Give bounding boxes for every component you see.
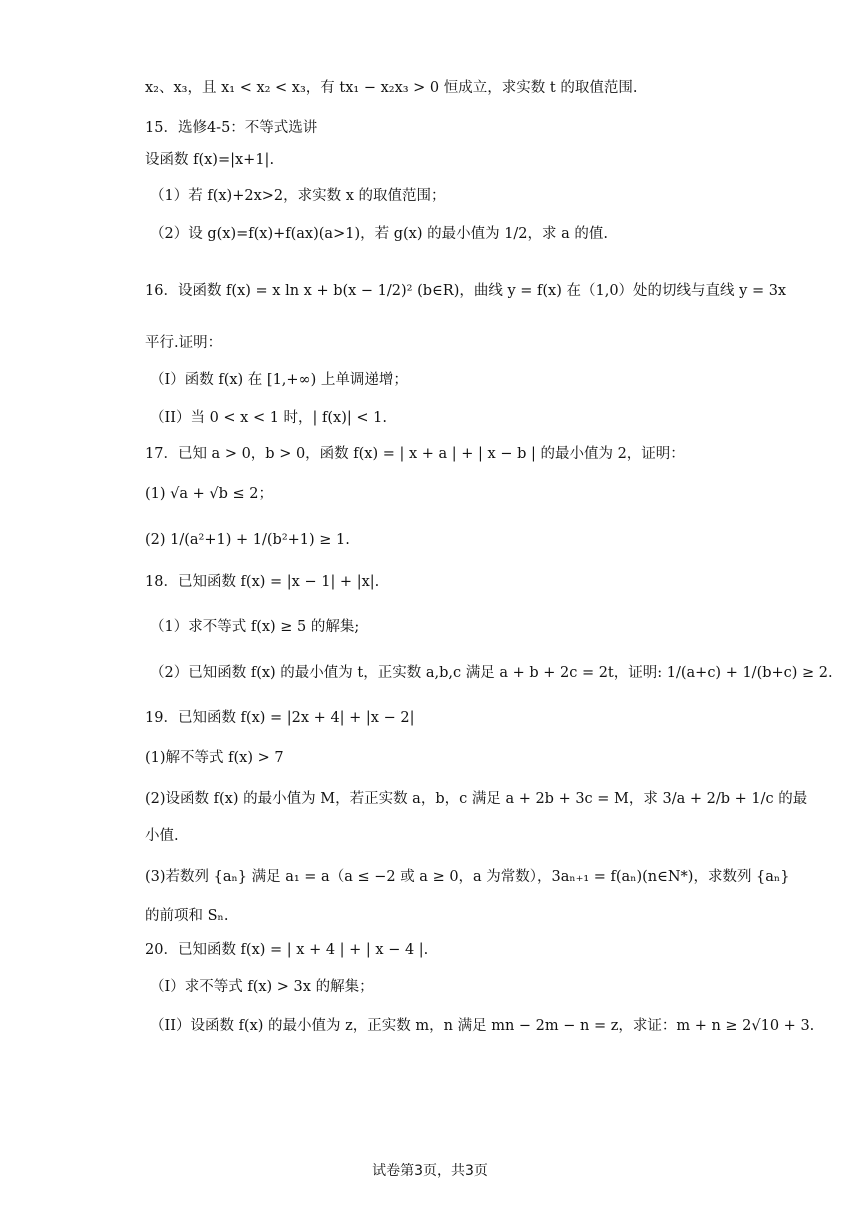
text-line-17: (1)解不等式 f(x) > 7 — [145, 750, 284, 766]
text-line-15: （2）已知函数 f(x) 的最小值为 t，正实数 a,b,c 满足 a + b + 2c = 2t，证明: 1/(a+c) + 1/(b+c) ≥ 2. — [150, 665, 833, 681]
text-line-1: x₂、x₃，且 x₁ < x₂ < x₃，有 tx₁ − x₂x₃ > 0 恒成立，求实数 t 的取值范围. — [145, 80, 638, 96]
text-line-23: （I）求不等式 f(x) > 3x 的解集； — [150, 979, 374, 995]
problem-20-title: 20．已知函数 f(x) = | x + 4 | + | x − 4 |. — [145, 942, 429, 958]
text-line-14: （1）求不等式 f(x) ≥ 5 的解集; — [150, 619, 360, 635]
text-line-5: （2）设 g(x)=f(x)+f(ax)(a>1)，若 g(x) 的最小值为 1/2，求 a 的值. — [150, 226, 609, 242]
text-line-19: 小值. — [145, 828, 179, 844]
page-footer: 试卷第3页，共3页 — [372, 1163, 488, 1179]
text-line-11: (1) √a + √b ≤ 2； — [145, 486, 274, 502]
text-line-7: 平行.证明： — [145, 335, 223, 351]
text-line-4: （1）若 f(x)+2x>2，求实数 x 的取值范围； — [150, 188, 446, 204]
text-line-12: (2) 1/(a²+1) + 1/(b²+1) ≥ 1. — [145, 532, 350, 548]
problem-17-title: 17．已知 a > 0，b > 0，函数 f(x) = | x + a | + | x − b | 的最小值为 2，证明： — [145, 446, 685, 462]
text-line-18: (2)设函数 f(x) 的最小值为 M，若正实数 a，b，c 满足 a + 2b + 3c = M，求 3/a + 2/b + 1/c 的最 — [145, 791, 808, 807]
problem-19-title: 19．已知函数 f(x) = |2x + 4| + |x − 2| — [145, 710, 415, 726]
problem-15-title: 15．选修4-5：不等式选讲 — [145, 120, 318, 136]
text-line-20: (3)若数列 {aₙ} 满足 a₁ = a（a ≤ −2 或 a ≥ 0，a 为常数），3aₙ₊₁ = f(aₙ)(n∈N*)，求数列 {aₙ} — [145, 869, 790, 885]
problem-16-title: 16．设函数 f(x) = x ln x + b(x − 1/2)² (b∈R)，曲线 y = f(x) 在（1,0）处的切线与直线 y = 3x — [145, 283, 787, 299]
text-line-24: （II）设函数 f(x) 的最小值为 z，正实数 m，n 满足 mn − 2m − n = z，求证：m + n ≥ 2√10 + 3. — [150, 1018, 815, 1034]
text-line-3: 设函数 f(x)=|x+1|. — [145, 152, 275, 168]
text-line-8: （I）函数 f(x) 在 [1,+∞) 上单调递增； — [150, 372, 408, 388]
text-line-21: 的前项和 Sₙ. — [145, 908, 229, 924]
problem-18-title: 18．已知函数 f(x) = |x − 1| + |x|. — [145, 574, 380, 590]
text-line-9: （II）当 0 < x < 1 时，| f(x)| < 1. — [150, 410, 387, 426]
